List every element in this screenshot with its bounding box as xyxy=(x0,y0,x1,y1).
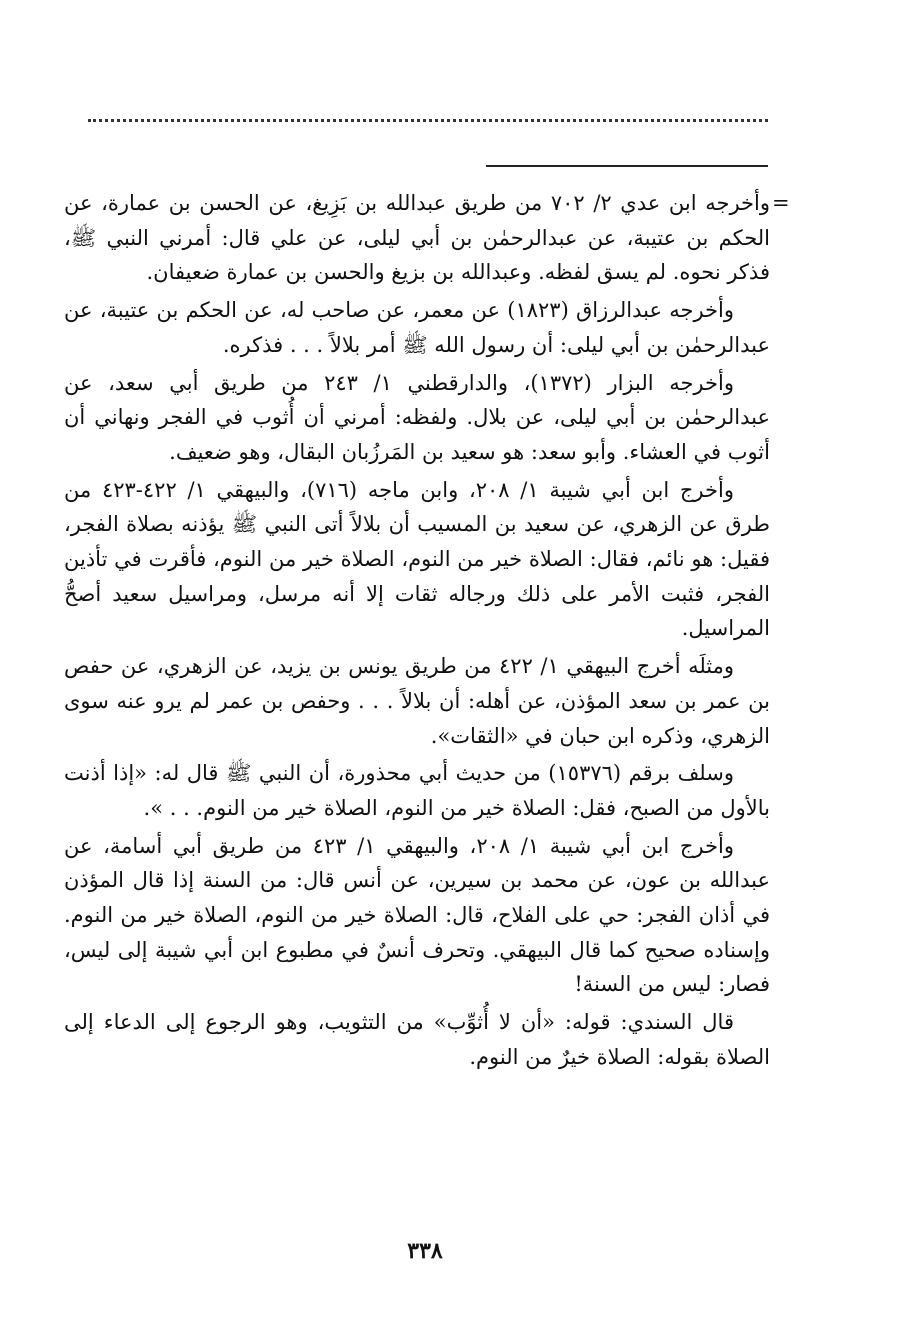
paragraph: وأخرج ابن أبي شيبة ١/ ٢٠٨، وابن ماجه (٧١٦)، والبيهقي ١/ ٤٢٢-٤٢٣ من طرق عن الزهري، عن سعيد بن المسيب أن بلالاً أتى النبي ﷺ يؤذنه بصلاة الفجر، فقيل: هو نائم، فقال: الصلاة خير من النوم، الصلاة خير من النوم، فأقرت في تأذين الفجر، فثبت الأمر على ذلك ورجاله ثقات إلا أنه مرسل، ومراسيل سعيد أصحُّ المراسيل. xyxy=(64,477,770,641)
paragraph: وسلف برقم (١٥٣٧٦) من حديث أبي محذورة، أن النبي ﷺ قال له: «إذا أذنت بالأول من الصبح، فقل: الصلاة خير من النوم، الصلاة خير من النوم. . . ». xyxy=(64,761,770,820)
footnote-text xyxy=(64,186,770,1078)
continuation-mark: = xyxy=(772,191,790,215)
paragraph: قال السندي: قوله: «أن لا أُثوِّب» من التثويب، وهو الرجوع إلى الدعاء إلى الصلاة بقوله: الصلاة خيرٌ من النوم. xyxy=(64,1010,770,1069)
paragraph: وأخرجه البزار (١٣٧٢)، والدارقطني ١/ ٢٤٣ من طريق أبي سعد، عن عبدالرحمٰن بن أبي ليلى، عن بلال. ولفظه: أمرني أن أُثوب في الفجر ونهاني أن أثوب في العشاء. وأبو سعد: هو سعيد بن المَرزُبان البقال، وهو ضعيف. xyxy=(64,370,770,464)
page-number: ٣٣٨ xyxy=(407,1238,443,1264)
footnote-dotted-separator xyxy=(88,119,768,122)
paragraph: وأخرجه عبدالرزاق (١٨٢٣) عن معمر، عن صاحب له، عن الحكم بن عتيبة، عن عبدالرحمٰن بن أبي ليلى: أن رسول الله ﷺ أمر بلالاً . . . فذكره. xyxy=(64,298,770,357)
footnote-rule xyxy=(486,165,768,167)
paragraph: وأخرج ابن أبي شيبة ١/ ٢٠٨، والبيهقي ١/ ٤٢٣ من طريق أبي أسامة، عن عبدالله بن عون، عن محمد بن سيرين، عن أنس قال: من السنة إذا قال المؤذن في أذان الفجر: حي على الفلاح، قال: الصلاة خير من النوم، الصلاة خير من النوم. وإسناده صحيح كما قال البيهقي. وتحرف أنسٌ في مطبوع ابن أبي شيبة إلى ليس، فصار: ليس من السنة! xyxy=(64,833,770,997)
paragraph: وأخرجه ابن عدي ٢/ ٧٠٢ من طريق عبدالله بن بَزِيغ، عن الحسن بن عمارة، عن الحكم بن عتيبة، عن عبدالرحمٰن بن أبي ليلى، عن علي قال: أمرني النبي ﷺ، فذكر نحوه. لم يسق لفظه. وعبدالله بن بزيغ والحسن بن عمارة ضعيفان. xyxy=(64,191,770,285)
paragraph: ومثلَه أخرج البيهقي ١/ ٤٢٢ من طريق يونس بن يزيد، عن الزهري، عن حفص بن عمر بن سعد المؤذن، عن أهله: أن بلالاً . . . وحفص بن عمر لم يرو عنه سوى الزهري، وذكره ابن حبان في «الثقات». xyxy=(64,654,770,748)
